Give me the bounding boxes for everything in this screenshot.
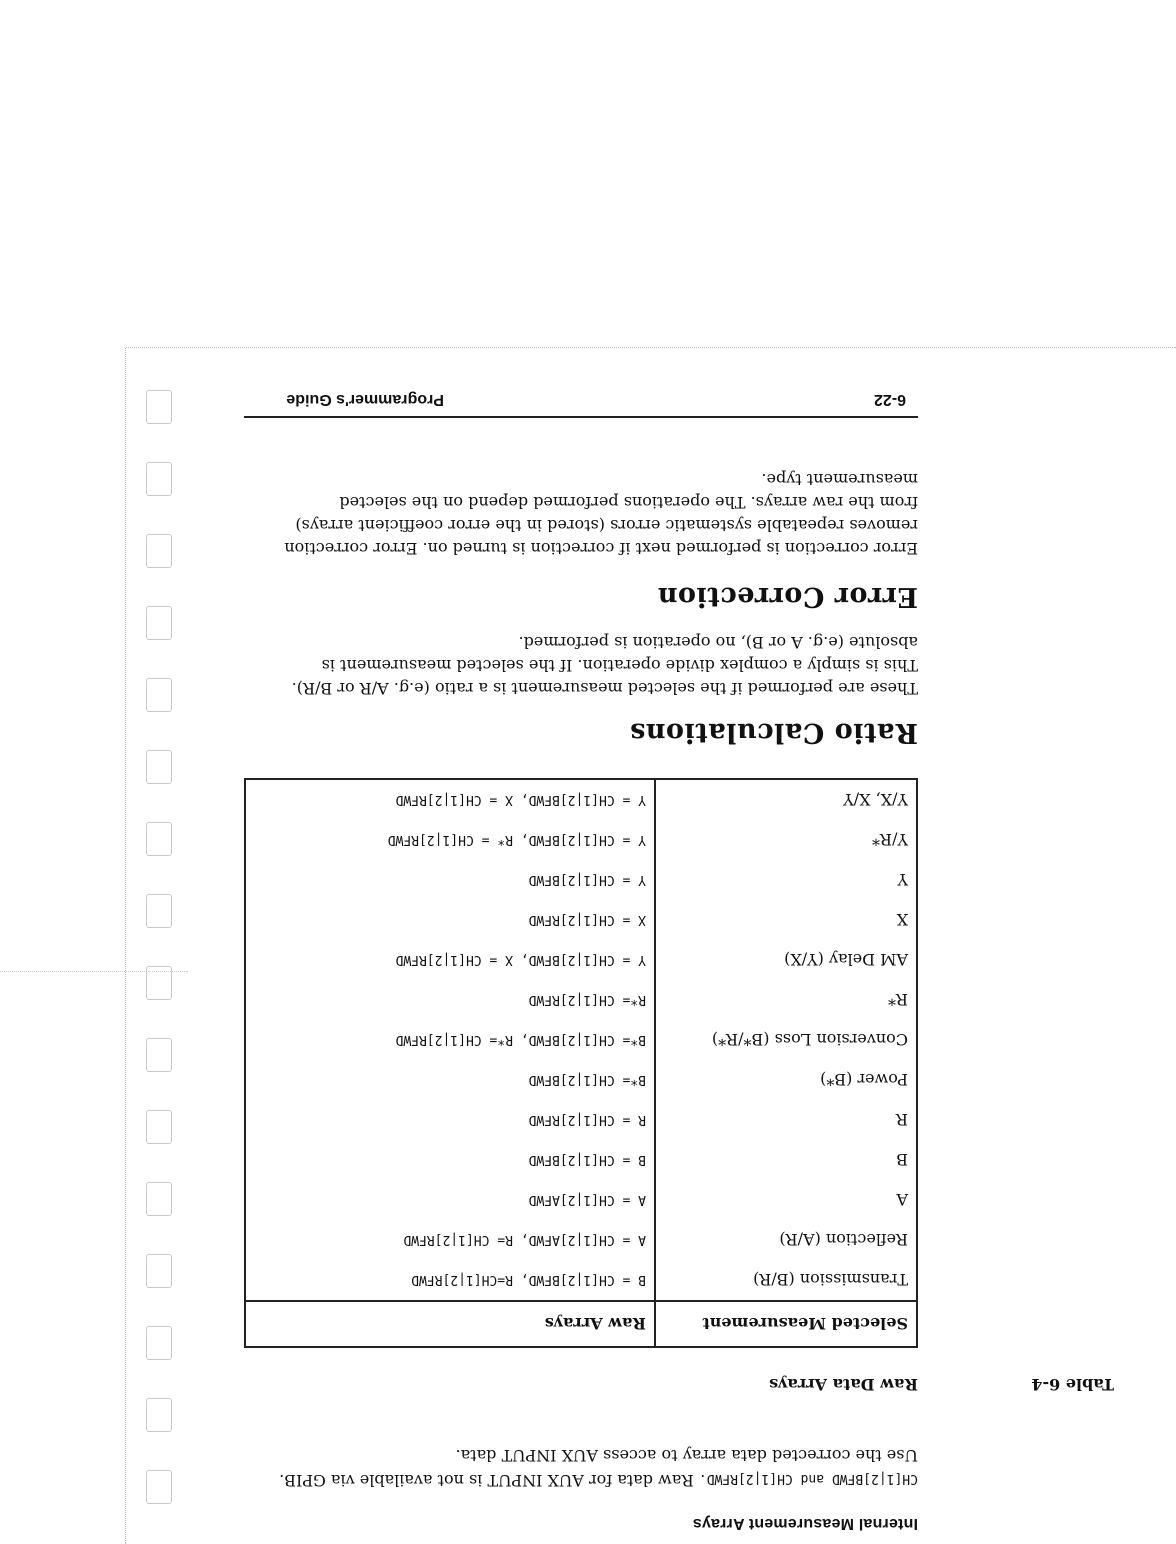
table-row (245, 940, 917, 980)
binder-hole (146, 390, 172, 424)
raw-array-cell: R = CH[1|2]RFWD (245, 1100, 655, 1140)
raw-array-cell: B = CH[1|2]BFWD, R=CH[1|2]RFWD (245, 1260, 655, 1301)
raw-array-cell: Y = CH[1|2]BFWD, R* = CH[1|2]RFWD (245, 820, 655, 860)
binder-hole (146, 1254, 172, 1288)
raw-data-arrays-table (244, 778, 918, 1348)
raw-array-cell: B = CH[1|2]BFWD (245, 1140, 655, 1180)
intro-body-text: Raw data for AUX INPUT is not available via GPIB. Use the corrected data array to access AUX INPUT data. (279, 1446, 918, 1490)
binder-hole (146, 750, 172, 784)
running-head: Internal Measurement Arrays (692, 1515, 918, 1532)
intro-mono-text: CH[1|2]BFWD and CH[1|2]RFWD. (698, 1471, 918, 1486)
measurement-cell: B (896, 1150, 908, 1170)
page-edge-line (125, 348, 126, 1544)
measurement-cell: Conversion Loss (B*/R*) (711, 1030, 908, 1050)
binder-hole (146, 1326, 172, 1360)
table-row (245, 779, 917, 820)
table-title: Raw Data Arrays (769, 1375, 918, 1394)
binder-hole (146, 966, 172, 1000)
header-raw-arrays: Raw Arrays (245, 1301, 655, 1347)
measurement-cell: R (895, 1110, 908, 1130)
raw-array-cell: Y = CH[1|2]BFWD, X = CH[1|2]RFWD (245, 940, 655, 980)
footer-rule (244, 416, 918, 418)
raw-array-cell: A = CH[1|2]AFWD, R= CH[1|2]RFWD (245, 1220, 655, 1260)
table-label: Table 6-4 (1031, 1375, 1114, 1394)
binder-hole (146, 1038, 172, 1072)
ratio-calculations-heading: Ratio Calculations (629, 717, 918, 748)
error-correction-body: Error correction is performed next if correction is turned on. Error correction removes repeatable systematic errors (stored in the error coefficient arrays) from the raw arrays. The operations performed depend on the selected measurement type. (284, 470, 918, 558)
raw-array-cell: B*= CH[1|2]BFWD, R*= CH[1|2]RFWD (245, 1020, 655, 1060)
binder-hole (146, 1398, 172, 1432)
measurement-cell: AM Delay (Y/X) (784, 950, 908, 970)
table-row (245, 1020, 917, 1060)
ratio-calculations-body: These are performed if the selected measurement is a ratio (e.g. A/R or B/R). This is simply a complex divide operation. If the selected measurement is absolute (e.g. A or B), no operation is performed. (291, 633, 918, 698)
binder-hole (146, 1470, 172, 1504)
binder-hole (146, 894, 172, 928)
error-correction-heading: Error Correction (657, 581, 918, 612)
measurement-cell: Y/R* (872, 830, 908, 850)
table-row (245, 980, 917, 1020)
binder-hole (146, 462, 172, 496)
measurement-cell: Y/X, X/Y (843, 790, 908, 810)
measurement-cell: Y (897, 870, 908, 890)
table-row (245, 1140, 917, 1180)
binder-hole (146, 606, 172, 640)
table-row (245, 1100, 917, 1140)
raw-array-cell: X = CH[1|2]RFWD (245, 900, 655, 940)
binder-hole (146, 1110, 172, 1144)
table-row (245, 900, 917, 940)
raw-array-cell: R*= CH[1|2]RFWD (245, 980, 655, 1020)
raw-array-cell: A = CH[1|2]AFWD (245, 1180, 655, 1220)
binder-hole (146, 534, 172, 568)
binder-hole (146, 822, 172, 856)
raw-array-cell: Y = CH[1|2]BFWD, X = CH[1|2]RFWD (245, 779, 655, 820)
book-title: Programmer's Guide (286, 391, 444, 408)
raw-array-cell: Y = CH[1|2]BFWD (245, 860, 655, 900)
measurement-cell: X (896, 910, 908, 930)
measurement-cell: R* (887, 990, 908, 1010)
binder-hole (146, 678, 172, 712)
measurement-cell: Transmission (B/R) (753, 1270, 908, 1290)
table-row (245, 1260, 917, 1301)
table-header-row (245, 1301, 917, 1347)
raw-array-cell: B*= CH[1|2]BFWD (245, 1060, 655, 1100)
binder-hole (146, 1182, 172, 1216)
page-number: 6-22 (873, 391, 906, 408)
table-row (245, 1060, 917, 1100)
table-row (245, 1220, 917, 1260)
measurement-cell: Reflection (A/R) (779, 1230, 908, 1250)
intro-paragraph (258, 1444, 918, 1492)
measurement-cell: Power (B*) (820, 1070, 908, 1090)
table-row (245, 1180, 917, 1220)
page-edge-line-bottom (126, 347, 1176, 348)
table-row (245, 820, 917, 860)
measurement-cell: A (896, 1190, 908, 1210)
table-row (245, 860, 917, 900)
header-selected-measurement: Selected Measurement (655, 1301, 917, 1347)
